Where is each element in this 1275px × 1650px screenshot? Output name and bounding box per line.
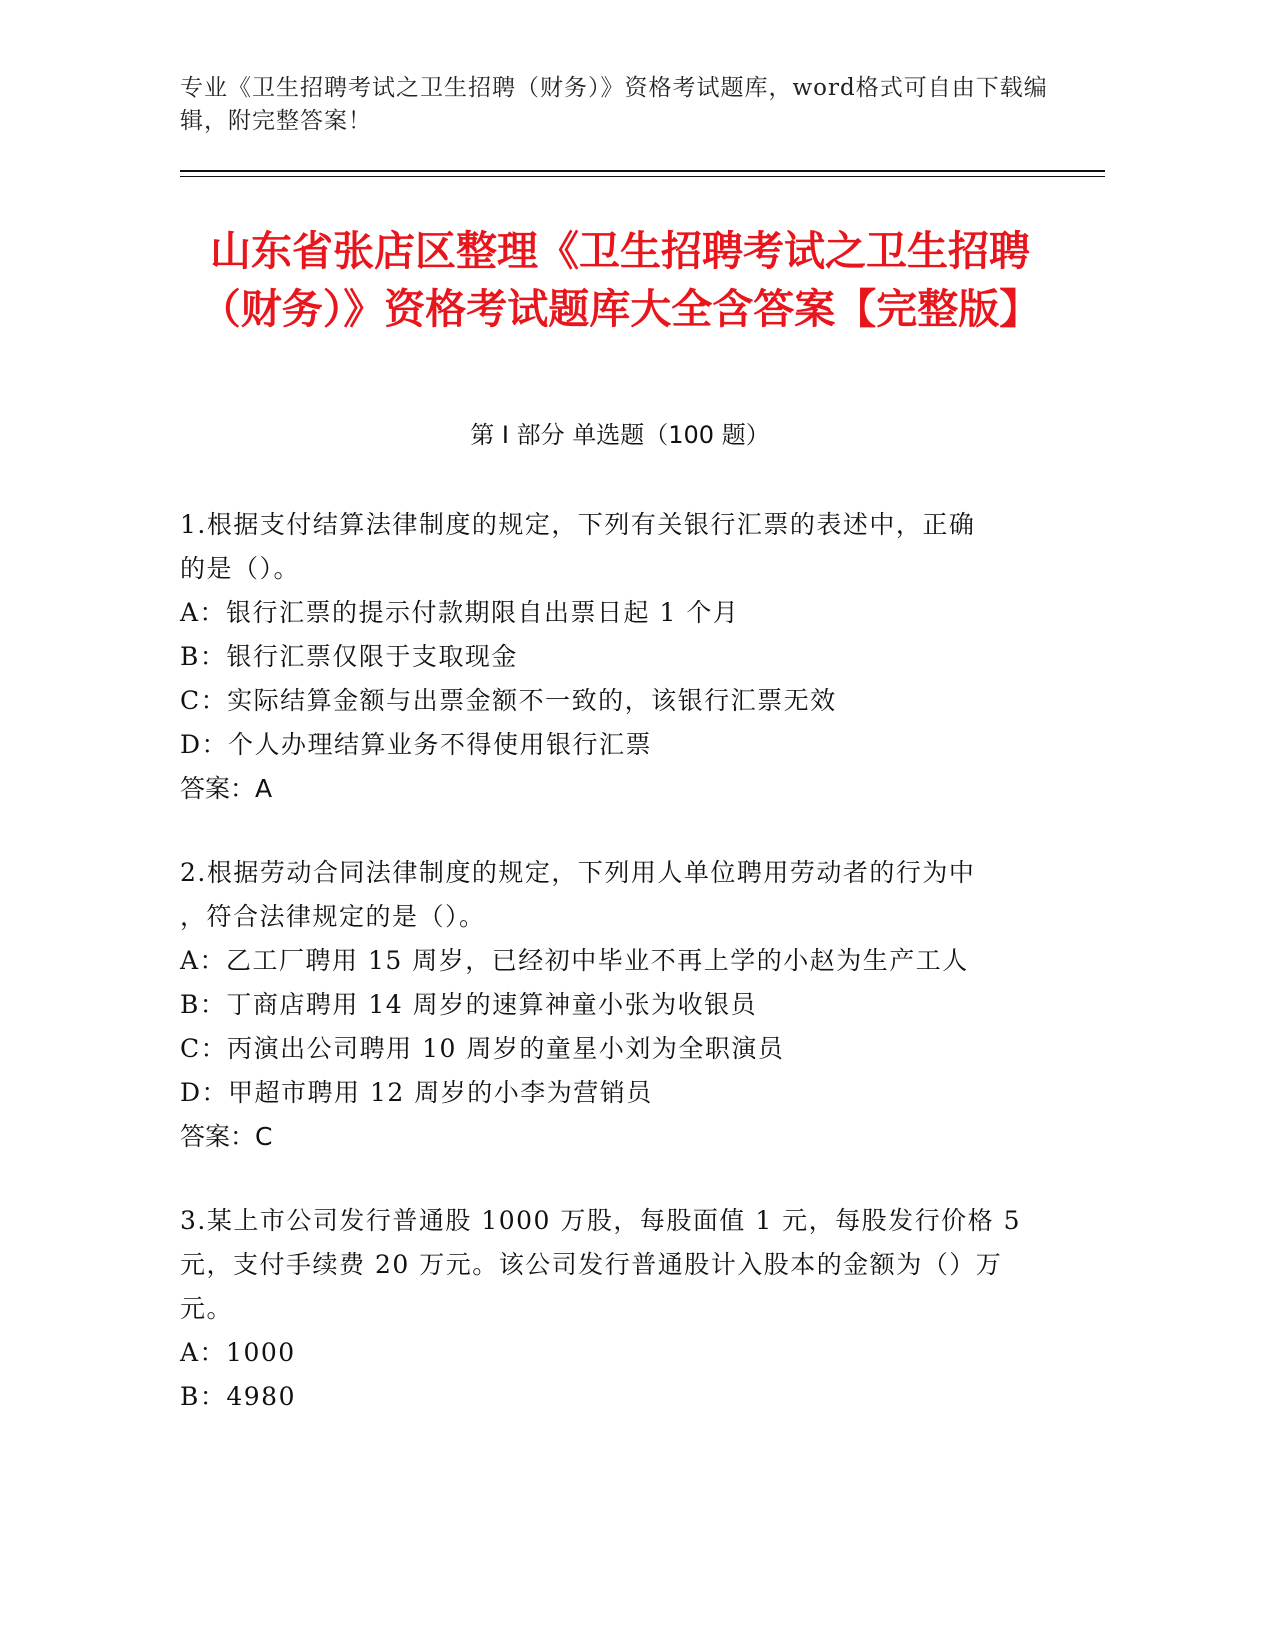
question-stem-line: 2.根据劳动合同法律制度的规定，下列用人单位聘用劳动者的行为中 xyxy=(180,858,976,887)
option-a: A：1000 xyxy=(180,1338,296,1367)
question-stem-line: 元。 xyxy=(180,1294,234,1323)
option-a: A：乙工厂聘用 15 周岁，已经初中毕业不再上学的小赵为生产工人 xyxy=(180,946,969,975)
section-heading: 第 I 部分 单选题（100 题） xyxy=(470,421,770,449)
question-2 xyxy=(180,851,1060,1159)
question-stem-line: ，符合法律规定的是（）。 xyxy=(180,902,486,931)
option-c: C：丙演出公司聘用 10 周岁的童星小刘为全职演员 xyxy=(180,1034,785,1063)
question-stem-line: 的是（）。 xyxy=(180,554,301,583)
header-rule-thick xyxy=(180,170,1105,172)
answer-label: 答案：A xyxy=(180,774,273,803)
header-note: 专业《卫生招聘考试之卫生招聘（财务）》资格考试题库，word格式可自由下载编辑，附完整答案！ xyxy=(180,75,1048,134)
question-stem-line: 1.根据支付结算法律制度的规定，下列有关银行汇票的表述中，正确 xyxy=(180,510,976,539)
question-stem-line: 元，支付手续费 20 万元。该公司发行普通股计入股本的金额为（）万 xyxy=(180,1250,1003,1279)
question-3 xyxy=(180,1199,1060,1419)
option-a: A：银行汇票的提示付款期限自出票日起 1 个月 xyxy=(180,598,740,627)
answer-label: 答案：C xyxy=(180,1122,273,1151)
question-stem-line: 3.某上市公司发行普通股 1000 万股，每股面值 1 元，每股发行价格 5 xyxy=(180,1206,1022,1235)
question-1 xyxy=(180,503,1060,811)
option-b: B：银行汇票仅限于支取现金 xyxy=(180,642,518,671)
option-b: B：4980 xyxy=(180,1382,296,1411)
option-d: D：甲超市聘用 12 周岁的小李为营销员 xyxy=(180,1078,653,1107)
document-title: 山东省张店区整理《卫生招聘考试之卫生招聘（财务）》资格考试题库大全含答案【完整版】 xyxy=(199,227,1041,333)
header-rule-thin xyxy=(180,176,1105,177)
option-c: C：实际结算金额与出票金额不一致的，该银行汇票无效 xyxy=(180,686,837,715)
option-b: B：丁商店聘用 14 周岁的速算神童小张为收银员 xyxy=(180,990,758,1019)
option-d: D：个人办理结算业务不得使用银行汇票 xyxy=(180,730,653,759)
